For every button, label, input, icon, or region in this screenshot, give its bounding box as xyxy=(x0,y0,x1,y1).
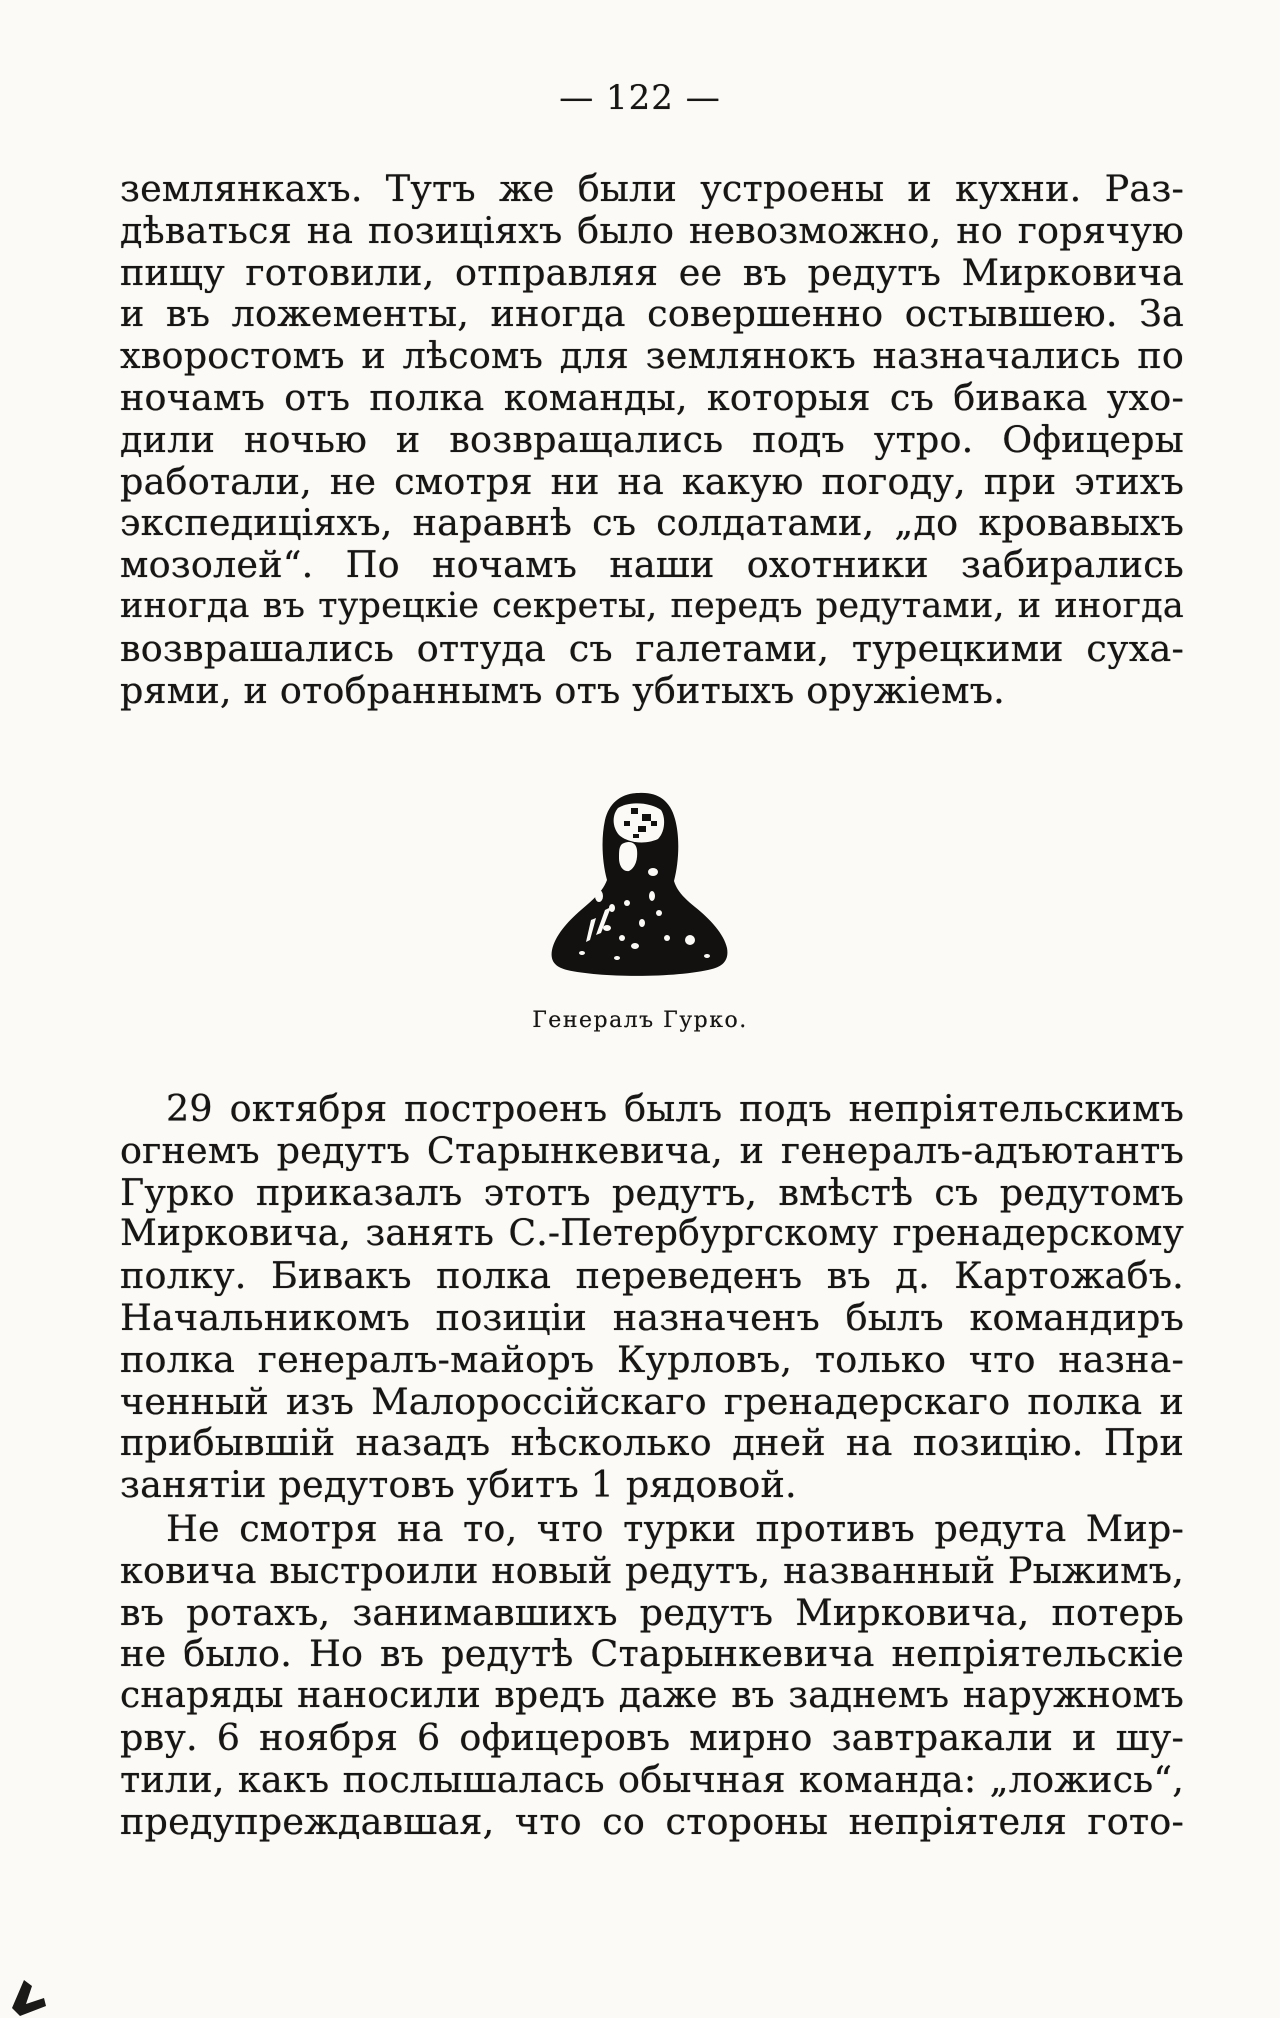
text-line: экспедиціяхъ, наравнѣ съ солдатами, „до кровавыхъ xyxy=(120,501,1184,545)
text-line: рву. 6 ноября 6 офицеровъ мирно завтракали и шу- xyxy=(120,1715,1184,1759)
text-line: Начальникомъ позиціи назначенъ былъ командиръ xyxy=(120,1295,1184,1339)
text-line: Гурко приказалъ этотъ редутъ, вмѣстѣ съ редутомъ xyxy=(120,1170,1184,1214)
text-line: рями, и отобраннымъ отъ убитыхъ оружіемъ. xyxy=(120,668,1005,712)
figure xyxy=(0,788,1280,980)
text-line: Мирковича, занять С.-Петербургскому гренадерскому xyxy=(120,1213,1184,1255)
text-line: дили ночью и возвращались подъ утро. Офицеры xyxy=(120,417,1184,461)
paragraph-1 xyxy=(120,168,1184,711)
text-line: мозолей“. По ночамъ наши охотники забирались xyxy=(120,543,1184,587)
text-line: полку. Бивакъ полка переведенъ въ д. Картожабъ. xyxy=(120,1254,1184,1298)
text-line: огнемъ редутъ Старынкевича, и генералъ-адъютантъ xyxy=(120,1128,1184,1172)
text-line: хворостомъ и лѣсомъ для землянокъ назначались по xyxy=(120,334,1184,378)
text-line: и въ ложементы, иногда совершенно остывшею. За xyxy=(120,292,1184,336)
text-line: снаряды наносили вредъ даже въ заднемъ наружномъ xyxy=(120,1675,1184,1717)
text-line: Не смотря на то, что турки противъ редута Мир- xyxy=(166,1507,1184,1550)
text-line: не было. Но въ редутѣ Старынкевича непріятельскіе xyxy=(120,1632,1184,1676)
text-line: въ ротахъ, занимавшихъ редутъ Мирковича, потерь xyxy=(120,1590,1184,1634)
text-line: дѣваться на позиціяхъ было невозможно, но горячую xyxy=(120,208,1184,252)
text-line: ковича выстроили новый редутъ, названный Рыжимъ, xyxy=(120,1548,1184,1592)
page-number: — 122 — xyxy=(559,78,721,118)
text-line: предупреждавшая, что со стороны непріятеля гото- xyxy=(120,1799,1184,1843)
text-line: тили, какъ послышалась обычная команда: „ложись“, xyxy=(120,1757,1184,1801)
text-line: прибывшій назадъ нѣсколько дней на позицію. При xyxy=(120,1421,1184,1465)
paragraph-3 xyxy=(120,1508,1184,1842)
text-line: занятіи редутовъ убитъ 1 рядовой. xyxy=(120,1463,797,1507)
scan-corner-artifact xyxy=(8,1978,48,2018)
paragraph-2 xyxy=(120,1088,1184,1506)
gurko-portrait-engraving xyxy=(547,788,734,980)
text-line: работали, не смотря ни на какую погоду, при этихъ xyxy=(120,459,1184,503)
text-line: ночамъ отъ полка команды, которыя съ бивака ухо- xyxy=(120,375,1184,419)
text-line: пищу готовили, отправляя ее въ редутъ Мирковича xyxy=(120,250,1184,294)
text-line: 29 октября построенъ былъ подъ непріятельскимъ xyxy=(166,1087,1184,1130)
text-line: иногда въ турецкіе секреты, передъ редутами, и иногда xyxy=(120,585,1184,626)
text-line: возврашались оттуда съ галетами, турецкими суха- xyxy=(120,626,1184,670)
text-line: полка генералъ-майоръ Курловъ, только что назна- xyxy=(120,1337,1184,1381)
text-line: землянкахъ. Тутъ же были устроены и кухни. Раз- xyxy=(120,167,1184,210)
text-line: ченный изъ Малороссійскаго гренадерскаго полка и xyxy=(120,1379,1184,1423)
figure-caption: Генералъ Гурко. xyxy=(532,1008,748,1033)
